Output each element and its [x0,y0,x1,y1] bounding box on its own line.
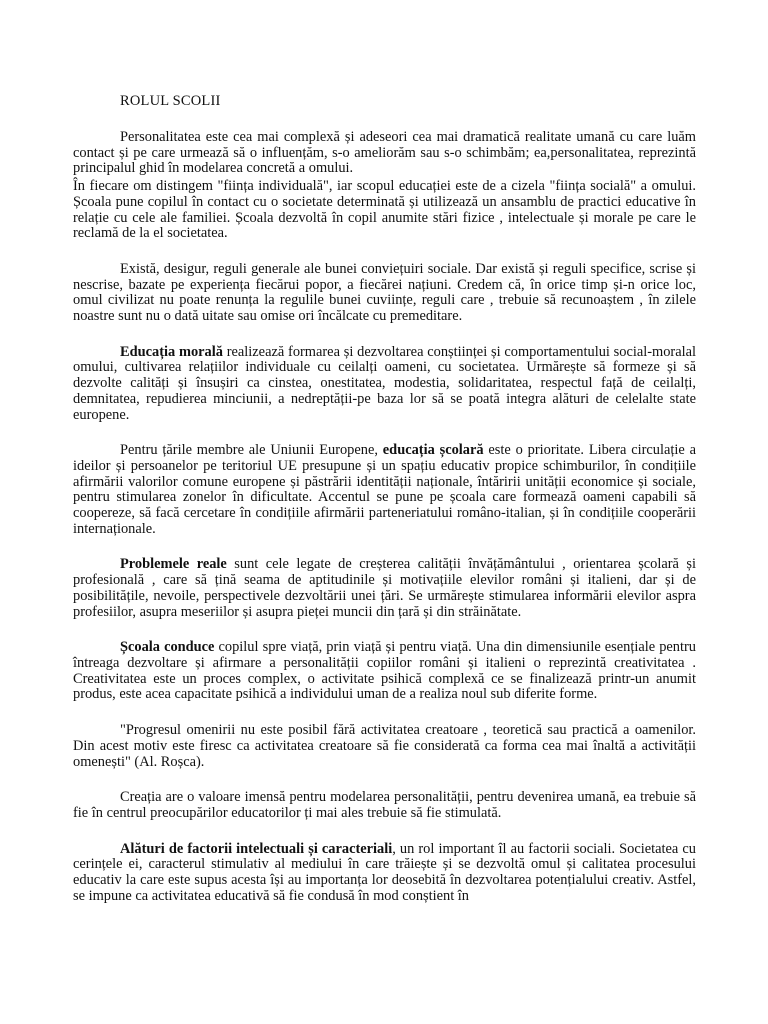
paragraph-10 [73,842,696,905]
paragraph-7 [73,640,696,703]
paragraph-4 [73,345,696,424]
paragraph-9 [73,790,696,821]
paragraph-7-text: copilul spre viață, prin viață și pentru viață. Una din dimensiunile esențiale pentru întreaga dezvoltare și afirmare a personalității copiilor români și italieni o reprezintă creativitatea . Creativitatea este un proces complex, o activitate psihică complexă ce se finalizează printr-un anumit produs, este acea capacitate psihică a individului uman de a realiza noul sub diferite forme. [73,639,696,703]
document-title: ROLUL SCOLII [120,93,221,109]
paragraph-1-text: Personalitatea este cea mai complexă și adeseori cea mai dramatică realitate umană cu care luăm contact și pe care urmează să o influențăm, s-o ameliorăm sau s-o schimbăm; ea,personalitatea, reprezintă principalul ghid în modelarea concretă a omului. [73,129,696,177]
paragraph-10-text: , un rol important îl au factorii sociali. Societatea cu cerințele ei, caracterul stimulativ al mediului în care trăiește și se dezvoltă omul și calitatea procesului educativ la care este supus acesta își au importanța lor deosebită în dezvoltarea potențialului creativ. Astfel, se impune ca activitatea educativă să fie condusă în mod conștient în [73,840,696,904]
paragraph-8-quote [73,723,696,770]
paragraph-3 [73,262,696,325]
paragraph-10-bold: Alături de factorii intelectuali și caracteriali [120,840,393,857]
paragraph-4-bold: Educația morală [120,343,223,360]
paragraph-2 [73,179,696,242]
paragraph-7-bold: Școala conduce [120,639,215,656]
paragraph-6-text: sunt cele legate de creșterea calității învățământului , orientarea școlară și profesională , care să țină seama de aptitudinile și motivațiile elevilor români și italieni, dar și de posibilitățile, nevoile, perspectivele dezvoltării unei țări. Se urmărește stimularea informării elevilor aspra profesiilor, asupra meseriilor și asupra pieței muncii din țară și din străinătate. [73,556,696,620]
paragraph-2-text: În fiecare om distingem "ființa individuală", iar scopul educației este de a cizela "ființa socială" a omului. Școala pune copilul în contact cu o societate determinată și utilizează un ansamblu de practici educative în relație cu cele ale familiei. Școala dezvoltă în copil anumite stări fizice , intelectuale și morale pe care le reclamă de la el societatea. [73,178,696,242]
paragraph-6-bold: Problemele reale [120,556,227,573]
paragraph-5-bold: educația școlară [382,442,484,459]
paragraph-9-text: Creația are o valoare imensă pentru modelarea personalității, pentru devenirea umană, ea trebuie să fie în centrul preocupărilor educatorilor ți mai ales trebuie să fie stimulată. [73,789,696,821]
paragraph-4-text: realizează formarea și dezvoltarea conștiinței și comportamentului social-moralal omului, cultivarea relațiilor individuale cu ceilalți oameni, cu societatea. Urmărește să formeze și să dezvolte calități și însușiri ca cinstea, onestitatea, modestia, solidaritatea, respectul față de ceilalți, demnitatea, repudierea minciunii, a nedreptății-pe baza lor să se poată integra alături de celelalte state europene. [73,343,696,423]
paragraph-1 [73,130,696,177]
paragraph-8-text: "Progresul omenirii nu este posibil fără activitatea creatoare , teoretică sau practică a oamenilor. Din acest motiv este firesc ca activitatea creatoare să fie considerată ca forma cea mai înaltă a activității omenești" (Al. Roșca). [73,722,696,770]
paragraph-6 [73,557,696,620]
paragraph-5 [73,443,696,537]
paragraph-5-text-a: Pentru țările membre ale Uniunii Europene, [120,442,378,459]
paragraph-3-text: Există, desigur, reguli generale ale bunei conviețuiri sociale. Dar există și reguli specifice, scrise și nescrise, bazate pe experiența fiecărui popor, a fiecărei națiuni. Credem că, în orice timp și-n orice loc, omul civilizat nu poate renunța la regulile bunei cuviințe, reguli care , trebuie să recunoaștem , în zilele noastre sunt nu o dată uitate sau omise ori încălcate cu premeditare. [73,260,696,325]
paragraph-5-text-b: este o prioritate. Libera circulație a ideilor și persoanelor pe teritoriul UE presupune și un spațiu educativ propice schimburilor, în condițiile afirmării valorilor comune europene și păstrării identității naționale, întăririi unității economice și sociale, pentru stimularea zonelor în dificultate. Accentul se pune pe școala care formează oameni capabili să coopereze, să facă cercetare în condițiile afirmării parteneriatului româno-italian, și în condițiile cooperării internaționale. [73,442,696,537]
